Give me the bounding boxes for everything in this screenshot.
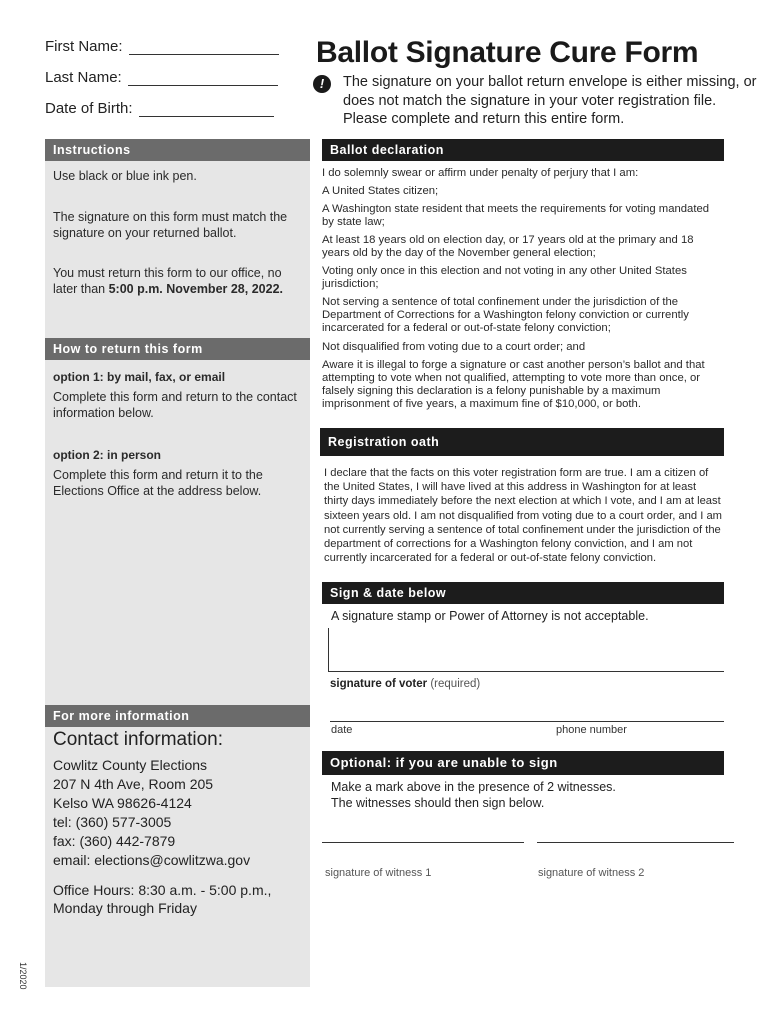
- contact-line-fax: fax: (360) 442-7879: [53, 833, 176, 849]
- witness1-label: signature of witness 1: [325, 867, 432, 879]
- witness2-signature-line[interactable]: [537, 842, 734, 843]
- how-to-return-heading: How to return this form: [45, 338, 310, 360]
- dob-line[interactable]: [139, 102, 274, 117]
- optional-text-line-2: The witnesses should then sign below.: [331, 795, 545, 810]
- first-name-label: First Name:: [45, 38, 123, 55]
- contact-line-office: Cowlitz County Elections: [53, 757, 208, 773]
- deadline-date: 5:00 p.m. November 28, 2022.: [108, 282, 283, 296]
- more-info-heading: For more information: [45, 705, 310, 727]
- date-label: date: [331, 724, 353, 736]
- contact-line-street: 207 N 4th Ave, Room 205: [53, 776, 214, 792]
- exclamation-icon: !: [313, 75, 331, 93]
- instructions-ink: Use black or blue ink pen.: [53, 169, 197, 183]
- declaration-item: A Washington state resident that meets the requirements for voting mandated by state law;: [322, 203, 710, 228]
- first-name-line[interactable]: [129, 40, 279, 55]
- contact-line-email[interactable]: email: elections@cowlitzwa.gov: [53, 852, 251, 868]
- declaration-item: Not disqualified from voting due to a court order; and: [322, 341, 586, 353]
- voter-signature-box[interactable]: [328, 628, 329, 672]
- instructions-match: The signature on this form must match the signature on your returned ballot.: [53, 210, 288, 240]
- last-name-field[interactable]: [45, 69, 278, 86]
- instructions-deadline: [53, 265, 305, 297]
- last-name-label: Last Name:: [45, 69, 122, 86]
- instructions-heading: Instructions: [45, 139, 310, 161]
- voter-signature-caption: [330, 678, 480, 690]
- declaration-heading: Ballot declaration: [322, 139, 724, 161]
- oath-heading: Registration oath: [320, 428, 724, 456]
- option1-title: option 1: by mail, fax, or email: [53, 370, 226, 384]
- declaration-item: Aware it is illegal to forge a signature or cast another person’s ballot and that attempting to vote when not qualified, attempting to vote more than once, or falsely signing this declaration is a felony punishable by a maximum imprisonment of five years, a maximum fine of $10,000, or both.: [322, 359, 705, 410]
- contact-line-city: Kelso WA 98626-4124: [53, 795, 192, 811]
- optional-heading: Optional: if you are unable to sign: [322, 751, 724, 775]
- option2-text: Complete this form and return it to the Elections Office at the address below.: [53, 468, 263, 498]
- date-phone-line[interactable]: [330, 721, 724, 722]
- option2-title: option 2: in person: [53, 448, 161, 462]
- office-hours-line-2: Monday through Friday: [53, 900, 197, 916]
- voter-signature-label: signature of voter: [330, 678, 428, 690]
- dob-field[interactable]: [45, 100, 274, 117]
- last-name-line[interactable]: [128, 71, 278, 86]
- office-hours-line-1: Office Hours: 8:30 a.m. - 5:00 p.m.,: [53, 882, 272, 898]
- witness2-label: signature of witness 2: [538, 867, 645, 879]
- sign-note: A signature stamp or Power of Attorney is not acceptable.: [331, 609, 649, 623]
- witness1-signature-line[interactable]: [322, 842, 524, 843]
- first-name-field[interactable]: [45, 38, 279, 55]
- option1-text: Complete this form and return to the contact information below.: [53, 390, 297, 420]
- sign-heading: Sign & date below: [322, 582, 724, 604]
- optional-text: [331, 780, 616, 811]
- alert-text: The signature on your ballot return envelope is either missing, or does not match the signature in your voter registration file. Please complete and return this entire form.: [343, 74, 757, 127]
- contact-line-tel: tel: (360) 577-3005: [53, 814, 172, 830]
- office-hours: [53, 881, 271, 917]
- dob-label: Date of Birth:: [45, 100, 133, 117]
- deadline-prefix: You must return this form to our office, no later than: [53, 266, 282, 296]
- form-revision-code: 1/2020: [18, 962, 28, 990]
- declaration-item: At least 18 years old on election day, or 17 years old at the primary and 18 years old by the day of the November general election;: [322, 234, 694, 259]
- contact-title: Contact information:: [53, 729, 224, 750]
- declaration-item: Not serving a sentence of total confinement under the jurisdiction of the Department of Corrections for a Washington felony conviction or currently incarcerated for a federal or out-of-state felony conviction;: [322, 296, 689, 334]
- phone-label: phone number: [556, 724, 627, 736]
- oath-text: I declare that the facts on this voter registration form are true. I am a citizen of the United States, I will have lived at this address in Washington for at least thirty days immediately before the next election at which I vote, and I am at least sixteen years old. I am not disqualified from voting due to a court order, and I am not currently serving a sentence of total confinement under the jurisdiction of the department of corrections for a Washington felony conviction, and I am not currently incarcerated for a federal or out-of-state felony conviction.: [324, 467, 722, 565]
- optional-text-line-1: Make a mark above in the presence of 2 witnesses.: [331, 780, 616, 794]
- declaration-intro: I do solemnly swear or affirm under penalty of perjury that I am:: [322, 167, 639, 179]
- declaration-item: A United States citizen;: [322, 185, 439, 197]
- declaration-item: Voting only once in this election and not voting in any other United States jurisdiction;: [322, 265, 687, 290]
- contact-details: [53, 756, 250, 870]
- voter-signature-line[interactable]: [328, 671, 724, 672]
- voter-signature-required: (required): [430, 678, 481, 690]
- form-title: Ballot Signature Cure Form: [316, 36, 699, 69]
